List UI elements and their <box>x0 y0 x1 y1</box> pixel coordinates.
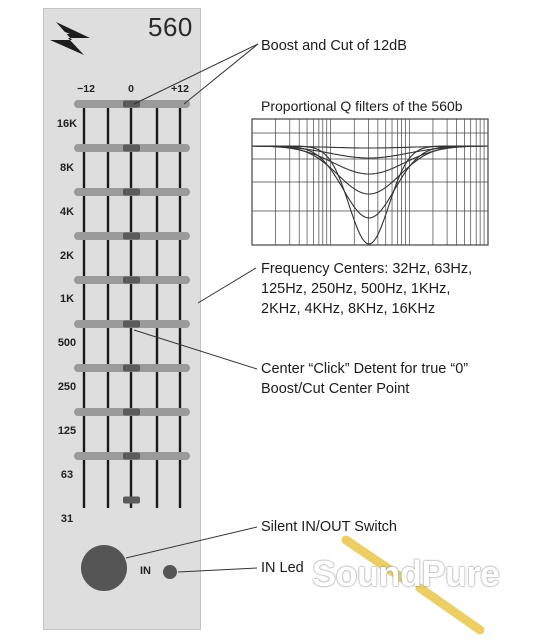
fader-slots <box>84 100 180 508</box>
fader-knob[interactable] <box>123 453 140 460</box>
callout-center-detent <box>261 359 468 399</box>
fader-knob[interactable] <box>123 365 140 372</box>
model-number: 560 <box>148 12 193 42</box>
bolt-logo-icon <box>50 22 90 55</box>
freq-label-250: 250 <box>57 381 77 393</box>
scale-label-zero: 0 <box>128 83 134 95</box>
fader-knob[interactable] <box>123 277 140 284</box>
scale-label-minus: −12 <box>77 83 95 95</box>
fader-knob[interactable] <box>123 233 140 240</box>
q-graph-title: Proportional Q filters of the 560b <box>261 98 463 114</box>
callout-lines <box>126 44 258 572</box>
callout-line-freq <box>198 268 256 303</box>
callout-line-boost-center <box>134 44 258 104</box>
in-label: IN <box>140 565 151 577</box>
freq-label-4k: 4K <box>59 206 75 218</box>
freq-label-2k: 2K <box>59 250 75 262</box>
callout-freq-centers <box>261 259 472 319</box>
freq-label-1k: 1K <box>59 293 75 305</box>
callout-line-led <box>178 568 257 572</box>
callout-led: IN Led <box>261 560 304 576</box>
freq-label-16k: 16K <box>56 118 78 130</box>
detent-line-1: Center “Click” Detent for true “0” <box>261 361 469 377</box>
callout-switch: Silent IN/OUT Switch <box>261 519 397 535</box>
freq-centers-line-3: 2KHz, 4KHz, 8KHz, 16KHz <box>261 301 436 317</box>
callout-line-switch <box>126 527 257 558</box>
freq-centers-line-1: Frequency Centers: 32Hz, 63Hz, <box>261 261 473 277</box>
fader-knob[interactable] <box>123 145 140 152</box>
in-led <box>163 565 177 579</box>
freq-label-125: 125 <box>57 425 77 437</box>
proportional-q-graph <box>252 119 488 245</box>
fader-knob[interactable] <box>123 101 140 108</box>
freq-label-500: 500 <box>57 337 77 349</box>
freq-label-63: 63 <box>60 469 74 481</box>
fader-knob[interactable] <box>123 189 140 196</box>
in-out-switch[interactable] <box>81 545 127 591</box>
freq-centers-line-2: 125Hz, 250Hz, 500Hz, 1KHz, <box>261 281 451 297</box>
freq-label-8k: 8K <box>59 162 75 174</box>
fader-knob[interactable] <box>123 497 140 504</box>
watermark-text: SoundPure <box>312 553 500 594</box>
fader-knob[interactable] <box>123 321 140 328</box>
soundpure-watermark <box>312 545 512 635</box>
scale-label-plus: +12 <box>171 83 189 95</box>
callout-line-detent <box>134 330 257 369</box>
freq-label-31: 31 <box>60 513 74 525</box>
detent-line-2: Boost/Cut Center Point <box>261 381 410 397</box>
callout-boost-cut: Boost and Cut of 12dB <box>261 38 407 54</box>
fader-knob[interactable] <box>123 409 140 416</box>
